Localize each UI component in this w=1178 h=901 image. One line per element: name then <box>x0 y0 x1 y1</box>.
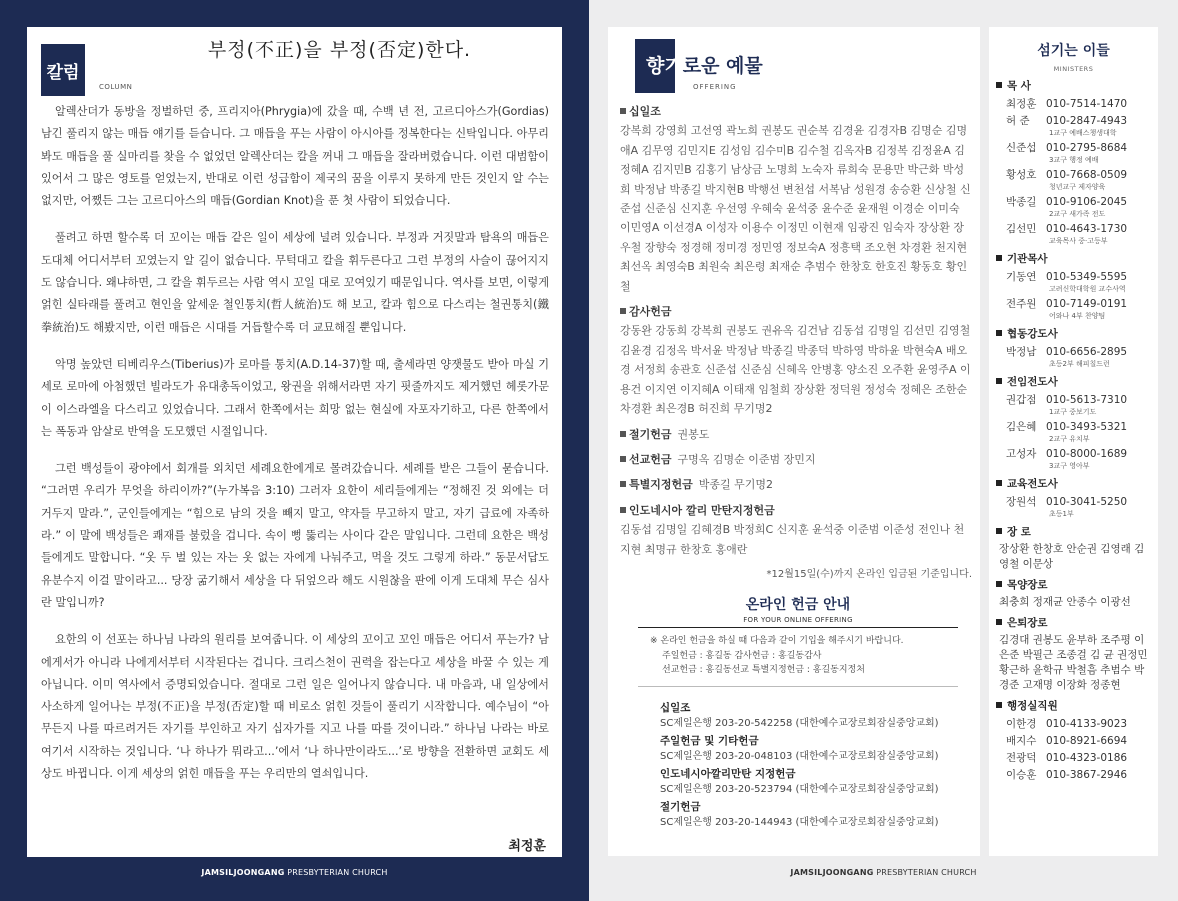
section-names: 권봉도 <box>677 427 710 441</box>
minister-row <box>996 717 1152 731</box>
elder-names: 김경대 권봉도 윤부하 조주평 이은준 박필근 조종걸 김 균 권정민 황근하 윤학규 박철흠 추범수 박경준 고재명 이장화 정종현 <box>999 634 1148 691</box>
offering-title-part-b: 로운 예물 <box>682 55 763 77</box>
minister-group-label: 장 로 <box>1007 526 1031 538</box>
right-footer <box>589 868 1178 877</box>
minister-group-label: 행정실직원 <box>1007 700 1058 712</box>
minister-name: 전광덕 <box>1006 752 1037 764</box>
bullet-square-icon <box>620 108 626 114</box>
minister-row <box>996 420 1152 434</box>
minister-group-head <box>996 327 1152 342</box>
minister-row <box>996 768 1152 782</box>
minister-phone: 010-8921-6694 <box>1046 735 1128 747</box>
minister-group-label: 목양장로 <box>1007 579 1048 591</box>
minister-role: 교육목사 중·고등부 <box>1049 237 1108 245</box>
online-title: 온라인 헌금 안내 <box>745 597 851 613</box>
ministers-list <box>996 73 1152 782</box>
minister-row <box>996 345 1152 359</box>
minister-group-head <box>996 578 1152 593</box>
minister-phone: 010-3041-5250 <box>1046 496 1128 508</box>
column-body <box>41 101 549 785</box>
minister-phone: 010-2795-8684 <box>1046 142 1128 154</box>
minister-group-head <box>996 477 1152 492</box>
bullet-square-icon <box>996 619 1002 625</box>
offering-section-special <box>620 475 972 494</box>
minister-row <box>996 195 1152 209</box>
online-info-line: 주일헌금 : 홍길동 감사헌금 : 홍길동감사 <box>662 650 822 661</box>
account-name: 십일조 <box>660 701 691 714</box>
minister-phone: 010-7149-0191 <box>1046 298 1128 310</box>
minister-role: 초등1부 <box>1049 510 1074 518</box>
column-paragraph: 악명 높았던 티베리우스(Tiberius)가 로마를 통치(A.D.14-37)할 때, 출세라면 양잿물도 받아 마실 기세로 로마에 아첨했던 빌라도가 유대총독이었고, 왕권을 위해서라면 자기 핏줄까지도 제거했던 헤롯가문이 이스라엘을 다스리고 있었습니다. 그래서 한쪽에서는 희망 없는 현실에 자포자기하고, 다른 한쪽에서는 폭동과 암살로 반역을 도모했던 시절입니다. <box>41 357 549 438</box>
column-paragraph: 알렉산더가 동방을 정벌하던 중, 프리지아(Phrygia)에 갔을 때, 수백 년 전, 고르디아스가(Gordias) 남긴 풀리지 않는 매듭 얘기를 듣습니다. 그 매듭을 푸는 사람이 아시아를 정복한다는 신탁입니다. 아무리 봐도 매듭을 풀 실마리를 찾을 수 없었던 알렉산더는 칼을 꺼내 그 매듭을 잘라버렸습니다. 이런 대범함이 있어서 그 많은 영토를 얻었는지, 반대로 이런 성급함이 제국의 꿈을 이루지 못하게 만든 것인지 알 수는 없지만, 어쨌든 그는 고르디아스의 매듭(Gordian Knot)을 푼 첫 사람이 되었습니다. <box>41 105 549 208</box>
minister-row <box>996 447 1152 461</box>
minister-phone: 010-2847-4943 <box>1046 115 1128 127</box>
section-names: 강복희 강영희 고선영 곽노희 권봉도 권순복 김경윤 김경자B 김명순 김명애A 김무영 김민지E 김성임 김수미B 김수철 김옥자B 김정복 김정윤A 김정혜A 김지민B 김홍기 남상금 노명희 노숙자 류희숙 문용만 박근화 박성희 박정남 박종길 박지현B 박행선 변천섭 서복남 성원경 송승환 신상철 신준섭 신준심 신지훈 우선영 우혜숙 윤석중 윤수준 윤재원 이경순 이미숙 이민영A 이선경A 이성자 이용수 이정민 이현재 임광진 임숙자 장상환 장우철 장향숙 정경해 정미경 정민영 정보숙A 정흥택 조오현 차경환 천지현 최선옥 최영숙B 최원숙 최은령 최재순 추범수 한창호 한호진 황동호 황인철 <box>620 124 971 293</box>
offering-section-season <box>620 425 972 444</box>
minister-role: 고려신학대학원 교수사역 <box>1049 285 1126 293</box>
minister-phone: 010-4323-0186 <box>1046 752 1128 764</box>
minister-role: 어와나 4부 찬양팀 <box>1049 312 1106 320</box>
minister-phone: 010-3493-5321 <box>1046 421 1128 433</box>
section-head: 특별지정헌금 <box>629 478 693 492</box>
bullet-square-icon <box>620 456 626 462</box>
column-badge: 칼럼 <box>41 44 85 96</box>
minister-role: 초등2부 해피칠드런 <box>1049 360 1110 368</box>
online-info-line: 선교헌금 : 홍길동선교 특별지정헌금 : 홍길동지정처 <box>662 665 865 675</box>
elder-names: 최충희 정재균 안종수 이광선 <box>999 596 1131 608</box>
minister-group-label: 협동강도사 <box>1007 328 1058 340</box>
bullet-square-icon <box>620 308 626 314</box>
minister-name: 김은혜 <box>1006 421 1037 433</box>
footer-church-rest: PRESBYTERIAN CHURCH <box>873 868 977 877</box>
minister-row <box>996 495 1152 509</box>
minister-group-head <box>996 699 1152 714</box>
account-list <box>638 687 958 830</box>
column-paper <box>27 27 562 857</box>
offering-section-tithe <box>620 102 972 296</box>
minister-group-head <box>996 375 1152 390</box>
account-name: 절기헌금 <box>660 800 701 813</box>
minister-name: 신준섭 <box>1006 142 1037 154</box>
minister-group-head <box>996 252 1152 267</box>
minister-row <box>996 114 1152 128</box>
column-badge-en: COLUMN <box>99 83 133 91</box>
minister-name: 배지수 <box>1006 735 1037 747</box>
ministers-title: 섬기는 이들 <box>1037 43 1110 59</box>
section-head: 선교헌금 <box>629 452 672 466</box>
minister-group-head <box>996 79 1152 94</box>
online-info-line: ※ 온라인 헌금을 하실 때 다음과 같이 기입을 해주시기 바랍니다. <box>650 636 904 646</box>
minister-phone: 010-8000-1689 <box>1046 448 1128 460</box>
minister-role: 3교구 영아부 <box>1049 462 1090 470</box>
bullet-square-icon <box>996 581 1002 587</box>
offering-list <box>620 102 972 584</box>
minister-group-label: 기관목사 <box>1007 253 1048 265</box>
minister-name: 장원석 <box>1006 496 1037 508</box>
offering-title-part-a: 향기 <box>646 55 683 77</box>
bullet-square-icon <box>996 378 1002 384</box>
minister-row <box>996 270 1152 284</box>
minister-name: 고성자 <box>1006 448 1037 460</box>
account-number: SC제일은행 203-20-144943 (대한예수교장로회잠실중앙교회) <box>660 816 939 828</box>
bullet-square-icon <box>996 255 1002 261</box>
column-paragraph: 요한의 이 선포는 하나님 나라의 원리를 보여줍니다. 이 세상의 꼬이고 꼬인 매듭은 어디서 푸는가? 남에게서가 아니라 나에게서부터 시작된다는 겁니다. 크리스천이 권력을 잡는다고 세상을 바꿀 수 있는 게 아닙니다. 이미 역사에서 증명되었습니다. 절대로 그런 일은 일어나지 않습니다. 내 마음과, 내 일상에서 사소하게 일어나는 부정(不正)을 부정(否定)할 때 비로소 얽힌 것들이 풀리기 시작합니다. 예수님이 “아무든지 나를 따르려거든 자기를 부인하고 자기 십자가를 지고 나를 따를 것이니라.” 하나님 나라는 바로 여기서 시작하는 것입니다. ‘나 하나가 뭐라고...’에서 ‘나 하나만이라도...’로 방향을 전환하면 교회도 세상도 바뀝니다. 이게 세상의 얽힌 매듭을 푸는 우리만의 열쇠입니다. <box>41 633 549 781</box>
account-name: 인도네시아깔리만탄 지정헌금 <box>660 767 796 780</box>
online-title-en: FOR YOUR ONLINE OFFERING <box>743 616 853 624</box>
column-author: 최정훈 <box>508 839 546 854</box>
ministers-title-en: MINISTERS <box>1053 65 1094 73</box>
minister-name: 최정훈 <box>1006 98 1037 110</box>
minister-phone: 010-6656-2895 <box>1046 346 1128 358</box>
minister-phone: 010-4133-9023 <box>1046 718 1128 730</box>
minister-phone: 010-4643-1730 <box>1046 223 1128 235</box>
minister-name: 김선민 <box>1006 223 1037 235</box>
minister-row <box>996 751 1152 765</box>
column-paragraph: 그런 백성들이 광야에서 회개를 외치던 세례요한에게로 몰려갔습니다. 세례를 받은 그들이 묻습니다. “그러면 우리가 무엇을 하리이까?”(누가복음 3:10) 그러자 요한이 세리들에게는 “정해진 것 외에는 더 거두지 말라.”, 군인들에게는 “힘으로 남의 것을 빼지 말고, 약자들 무고하지 말고, 자기 급료에 자족하라.” 이 말에 백성들은 쾌재를 불렀을 겁니다. 속이 뻥 뚫리는 사이다 같은 말입니다. 그런데 요한은 백성들에게도 말합니다. “옷 두 벌 있는 자는 옷 없는 자에게 나눠주고, 먹을 것도 그렇게 하라.” 동문서답도 유분수지 이걸 말이라고... 당장 굶기해서 세상을 다 뒤엎으라 해도 시원찮을 판에 이게 도대체 무슨 심사란 말입니까? <box>41 462 549 609</box>
minister-row <box>996 97 1152 111</box>
section-names: 구명옥 김명순 이준범 장민지 <box>677 452 816 466</box>
minister-group-label: 목 사 <box>1007 80 1031 92</box>
minister-role: 1교구 중보기도 <box>1049 408 1097 416</box>
online-instructions <box>638 628 958 687</box>
section-names: 강동완 강동희 강복희 권봉도 권유옥 김건남 김동섭 김명일 김선민 김영철 김윤경 김정옥 박서윤 박정남 박종길 박종덕 박하영 박하윤 박현숙A 배오경 서정희 송관호 신준섭 신준심 신혜옥 안병홍 양소진 오주환 윤영주A 이용건 이지연 이지혜A 이태재 임철희 장상환 정덕원 정성숙 정혜은 조한순 차경환 최은경B 허진희 무기명2 <box>620 324 971 416</box>
bullet-square-icon <box>620 481 626 487</box>
minister-phone: 010-7514-1470 <box>1046 98 1128 110</box>
elder-names: 장상환 한창호 안순권 김영래 김영철 이문상 <box>999 543 1145 570</box>
minister-role: 2교구 새가족 전도 <box>1049 210 1106 218</box>
account-name: 주일헌금 및 기타헌금 <box>660 734 759 747</box>
minister-phone: 010-5349-5595 <box>1046 271 1128 283</box>
minister-row <box>996 297 1152 311</box>
minister-name: 박정남 <box>1006 346 1037 358</box>
bullet-square-icon <box>996 330 1002 336</box>
minister-phone: 010-9106-2045 <box>1046 196 1128 208</box>
account-number: SC제일은행 203-20-048103 (대한예수교장로회잠실중앙교회) <box>660 750 939 762</box>
footer-church-rest: PRESBYTERIAN CHURCH <box>284 868 388 877</box>
section-head: 절기헌금 <box>629 427 672 441</box>
section-names: 김동섭 김명일 김혜경B 박정희C 신지훈 윤석중 이준범 이준성 전인나 천지현 최명규 한창호 홍애란 <box>620 523 965 556</box>
account-number: SC제일은행 203-20-542258 (대한예수교장로회잠실중앙교회) <box>660 717 939 729</box>
offering-section-mission <box>620 450 972 469</box>
minister-row <box>996 168 1152 182</box>
minister-row <box>996 734 1152 748</box>
minister-name: 황성호 <box>1006 169 1037 181</box>
bullet-square-icon <box>996 702 1002 708</box>
ministers-panel <box>989 27 1158 856</box>
minister-role: 2교구 유치부 <box>1049 435 1090 443</box>
minister-name: 허 준 <box>1006 115 1030 127</box>
minister-group-label: 은퇴장로 <box>1007 617 1048 629</box>
offering-title <box>646 51 763 78</box>
minister-phone: 010-3867-2946 <box>1046 769 1128 781</box>
footer-church-bold: JAMSILJOONGANG <box>790 868 874 877</box>
minister-group-head <box>996 525 1152 540</box>
bullet-square-icon <box>996 82 1002 88</box>
section-head: 십일조 <box>629 105 661 118</box>
bullet-square-icon <box>620 507 626 513</box>
minister-role: 청년교구 제자양육 <box>1049 183 1106 191</box>
offering-panel <box>608 27 980 856</box>
bullet-square-icon <box>620 431 626 437</box>
offering-title-en: OFFERING <box>693 83 737 91</box>
minister-name: 이승훈 <box>1006 769 1037 781</box>
account-number: SC제일은행 203-20-523794 (대한예수교장로회잠실중앙교회) <box>660 783 939 795</box>
minister-group-label: 교육전도사 <box>1007 478 1058 490</box>
minister-name: 권갑점 <box>1006 394 1037 406</box>
minister-row <box>996 141 1152 155</box>
minister-role: 3교구 행정 예배 <box>1049 156 1099 164</box>
minister-row <box>996 393 1152 407</box>
section-head: 인도네시아 깔리 만탄지정헌금 <box>629 503 775 517</box>
minister-phone: 010-5613-7310 <box>1046 394 1128 406</box>
minister-name: 박종길 <box>1006 196 1037 208</box>
minister-name: 기동연 <box>1006 271 1037 283</box>
section-names: 박종길 무기명2 <box>698 478 774 492</box>
bullet-square-icon <box>996 528 1002 534</box>
minister-name: 이한경 <box>1006 718 1037 730</box>
offering-section-thanks <box>620 302 972 418</box>
column-paragraph: 풀려고 하면 할수록 더 꼬이는 매듭 같은 일이 세상에 널려 있습니다. 부정과 거짓말과 탐욕의 매듭은 도대체 어디서부터 꼬였는지 알 길이 없습니다. 무턱대고 칼을 휘두른다고 그런 부정의 사슬이 끊어지지도 않습니다. 왜냐하면, 그 칼을 휘두르는 사람 역시 꼬일 대로 꼬여있기 때문입니다. 역사를 보면, 이렇게 얽힌 실타래를 풀려고 현인을 앞세운 철인통치(哲人統治)도 해 보고, 칼과 힘으로 다스리는 철권통치(鐵拳統治)도 해봤지만, 이런 매듭은 시대를 거듭할수록 더 교묘해질 뿐입니다. <box>41 231 549 334</box>
offering-section-indonesia <box>620 501 972 559</box>
minister-phone: 010-7668-0509 <box>1046 169 1128 181</box>
left-footer <box>0 868 589 877</box>
online-offering-box <box>638 594 958 833</box>
bullet-square-icon <box>996 480 1002 486</box>
minister-group-label: 전임전도사 <box>1007 376 1058 388</box>
minister-role: 1교구 예배스챙생대학 <box>1049 129 1117 137</box>
section-head: 감사헌금 <box>629 305 672 319</box>
column-title: 부정(不正)을 부정(否定)한다. <box>207 39 472 61</box>
minister-name: 전주원 <box>1006 298 1037 310</box>
minister-row <box>996 222 1152 236</box>
minister-group-head <box>996 616 1152 631</box>
footer-church-bold: JAMSILJOONGANG <box>201 868 285 877</box>
offering-note: *12월15일(수)까지 온라인 입금된 기준입니다. <box>766 568 972 580</box>
